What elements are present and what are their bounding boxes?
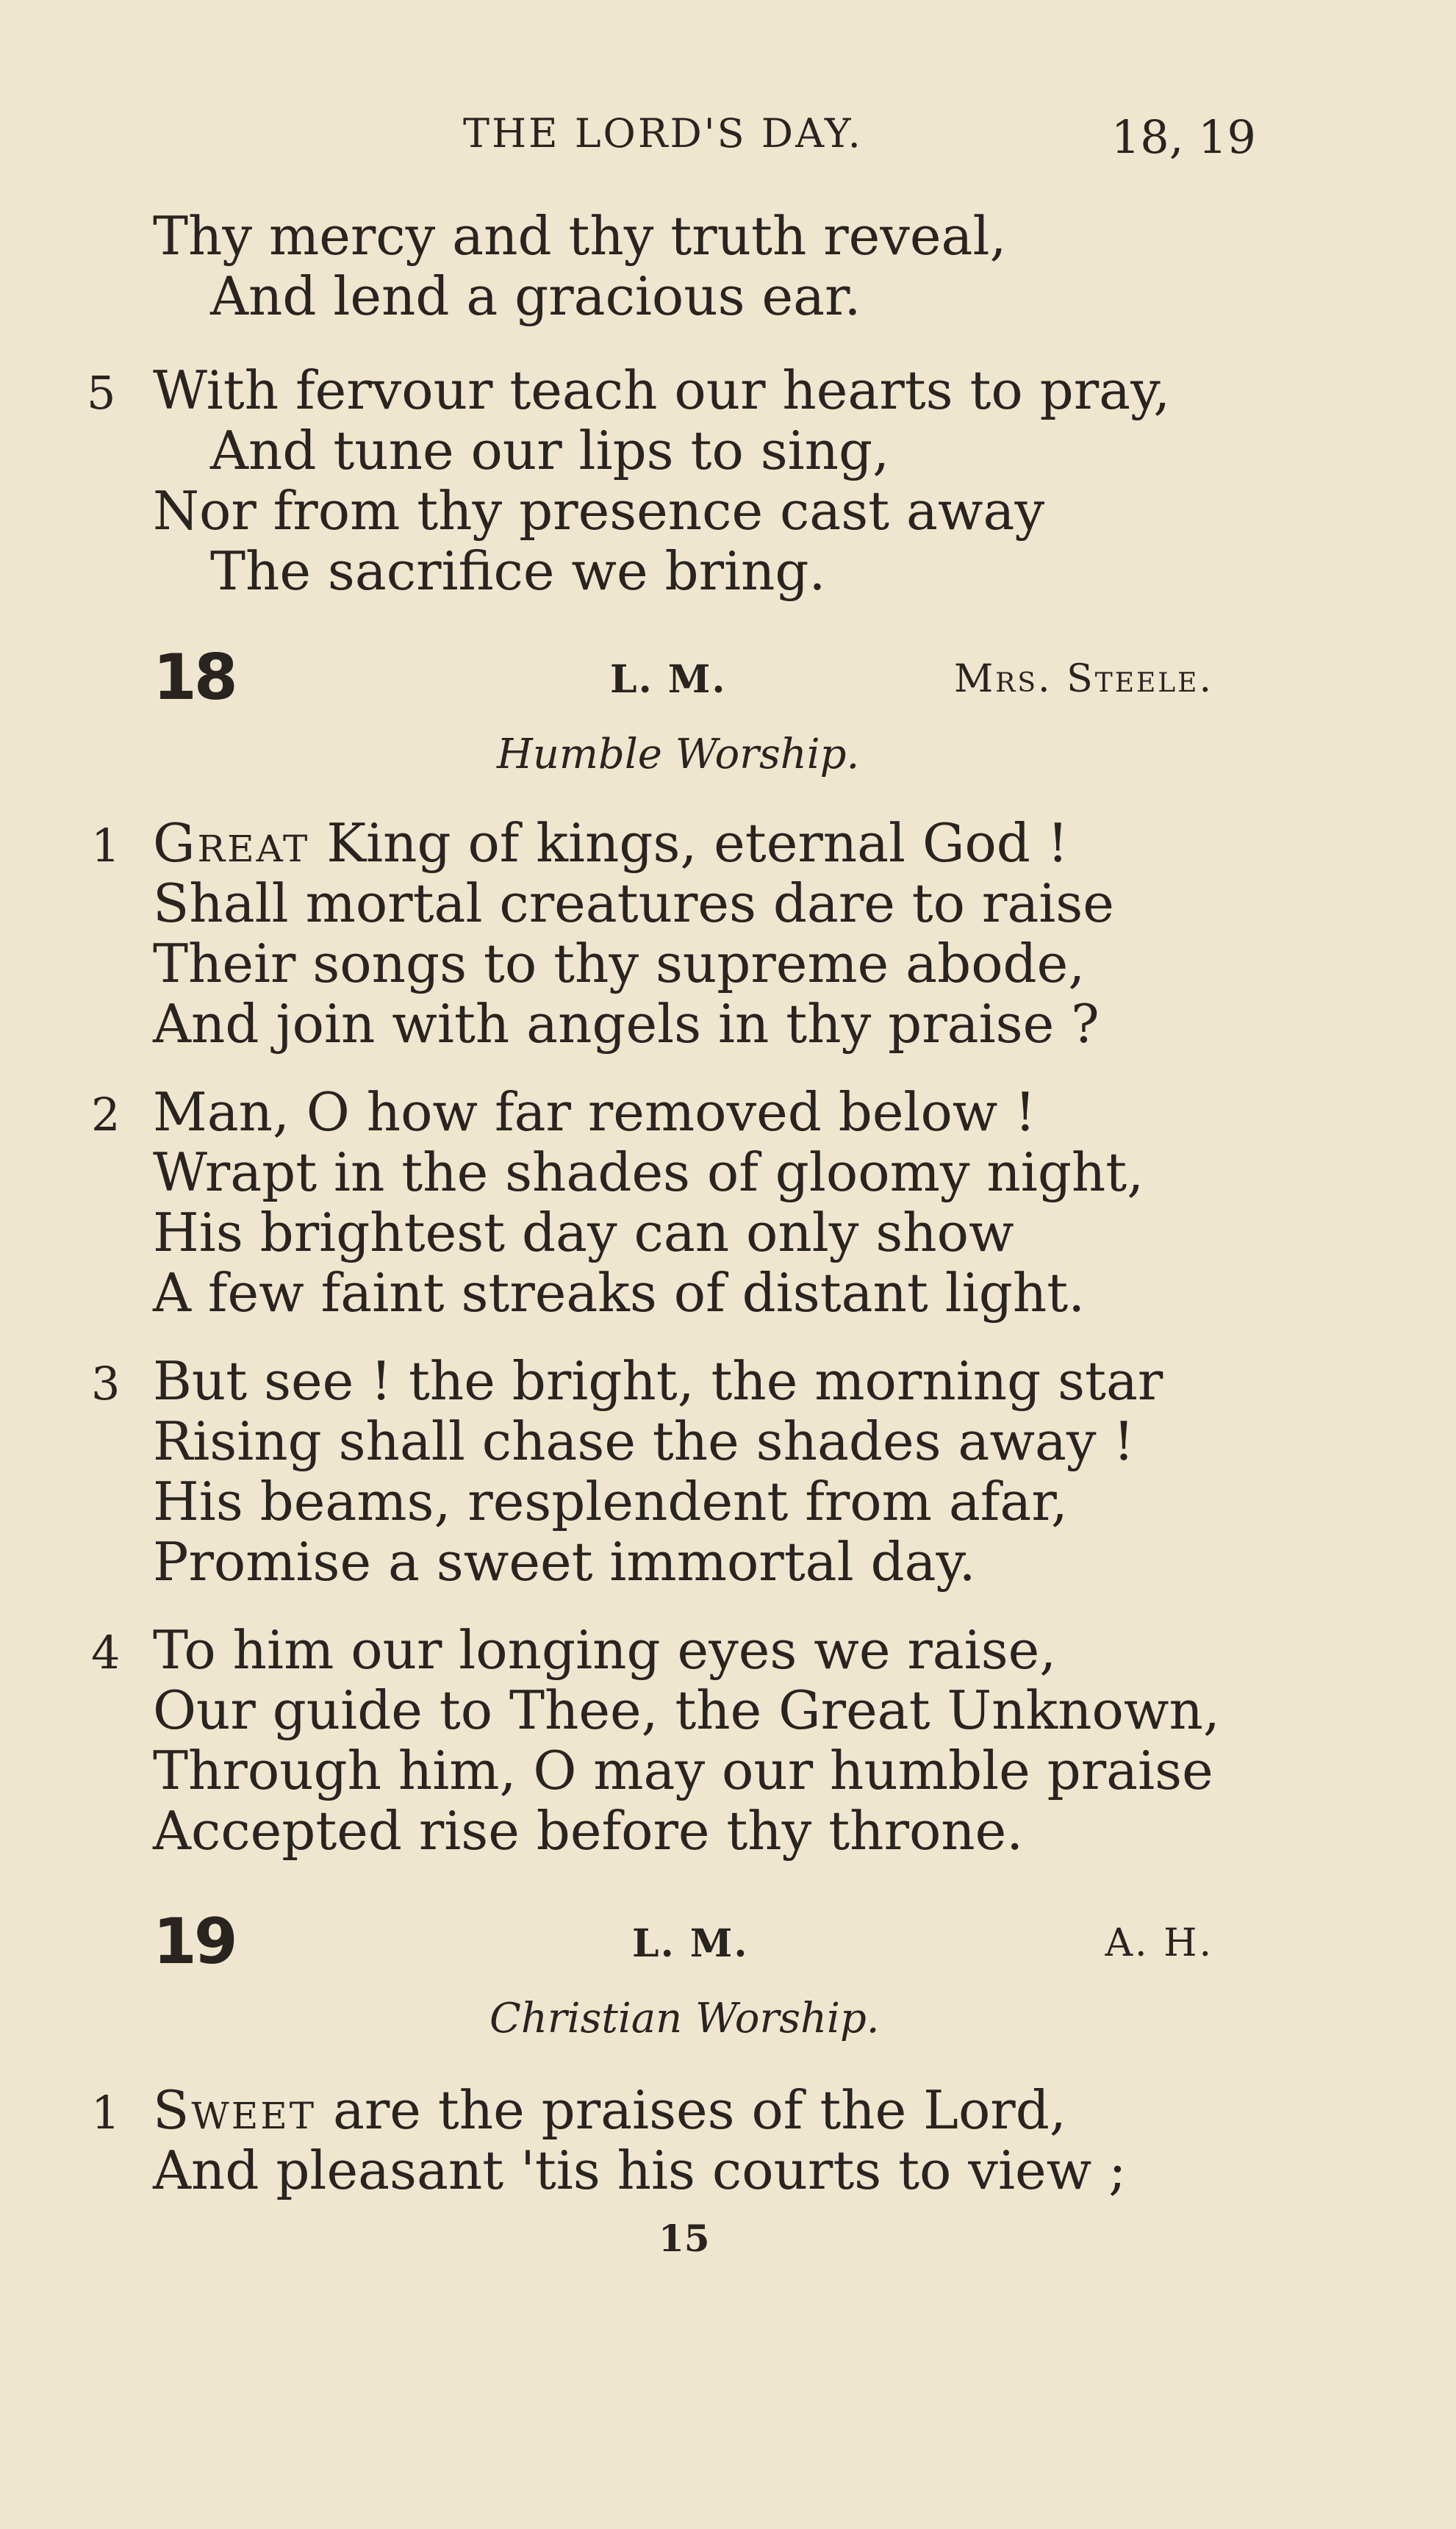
- verse-line: His beams, resplendent from afar,: [153, 1471, 1068, 1532]
- verse-line: And tune our lips to sing,: [210, 420, 890, 481]
- page-number: 15: [659, 2217, 710, 2260]
- verse-line: Great King of kings, eternal God !: [153, 812, 1069, 874]
- hymn-number: 19: [153, 1905, 235, 1979]
- verse-number: 4: [91, 1626, 121, 1679]
- verse-line: And pleasant 'tis his courts to view ;: [153, 2139, 1127, 2201]
- verse-line: Man, O how far removed below !: [153, 1081, 1036, 1143]
- verse-line: The sacrifice we bring.: [210, 540, 826, 602]
- verse-line: Their songs to thy supreme abode,: [153, 933, 1086, 994]
- verse-number: 5: [87, 366, 116, 420]
- hymn-title: Humble Worship.: [497, 731, 860, 778]
- hymn-meter: L. M.: [632, 1921, 749, 1966]
- verse-line: But see ! the bright, the morning star: [153, 1350, 1163, 1412]
- verse-line: With fervour teach our hearts to pray,: [153, 359, 1171, 421]
- verse-line: Shall mortal creatures dare to raise: [153, 872, 1114, 934]
- verse-line: Wrapt in the shades of gloomy night,: [153, 1141, 1144, 1203]
- running-title: THE LORD'S DAY.: [463, 110, 863, 157]
- verse-line: Through him, O may our humble praise: [153, 1740, 1213, 1801]
- hymn-author: A. H.: [1105, 1921, 1213, 1965]
- verse-line: Nor from thy presence cast away: [153, 480, 1045, 542]
- verse-line: And lend a gracious ear.: [210, 265, 861, 327]
- verse-line: Promise a sweet immortal day.: [153, 1531, 976, 1593]
- hymn-range: 18, 19: [1111, 110, 1256, 164]
- verse-line: His brightest day can only show: [153, 1202, 1014, 1263]
- verse-line: Sweet are the praises of the Lord,: [153, 2079, 1066, 2141]
- verse-line: Rising shall chase the shades away !: [153, 1410, 1135, 1472]
- first-word: Sweet: [153, 2079, 317, 2141]
- verse-number: 3: [91, 1357, 121, 1410]
- first-word: Great: [153, 812, 310, 874]
- hymn-title: Christian Worship.: [489, 1995, 880, 2042]
- verse-number: 1: [91, 819, 121, 872]
- hymn-number: 18: [153, 641, 235, 714]
- hymn-meter: L. M.: [610, 657, 727, 702]
- verse-line: A few faint streaks of distant light.: [153, 1262, 1086, 1324]
- hymn-author: Mrs. Steele.: [954, 657, 1213, 701]
- verse-line: Thy mercy and thy truth reveal,: [153, 205, 1007, 267]
- verse-line: Our guide to Thee, the Great Unknown,: [153, 1679, 1220, 1741]
- verse-line: And join with angels in thy praise ?: [153, 993, 1100, 1055]
- verse-number: 1: [91, 2086, 121, 2139]
- verse-line: Accepted rise before thy throne.: [153, 1800, 1024, 1862]
- verse-number: 2: [91, 1088, 121, 1141]
- verse-line: To him our longing eyes we raise,: [153, 1619, 1057, 1681]
